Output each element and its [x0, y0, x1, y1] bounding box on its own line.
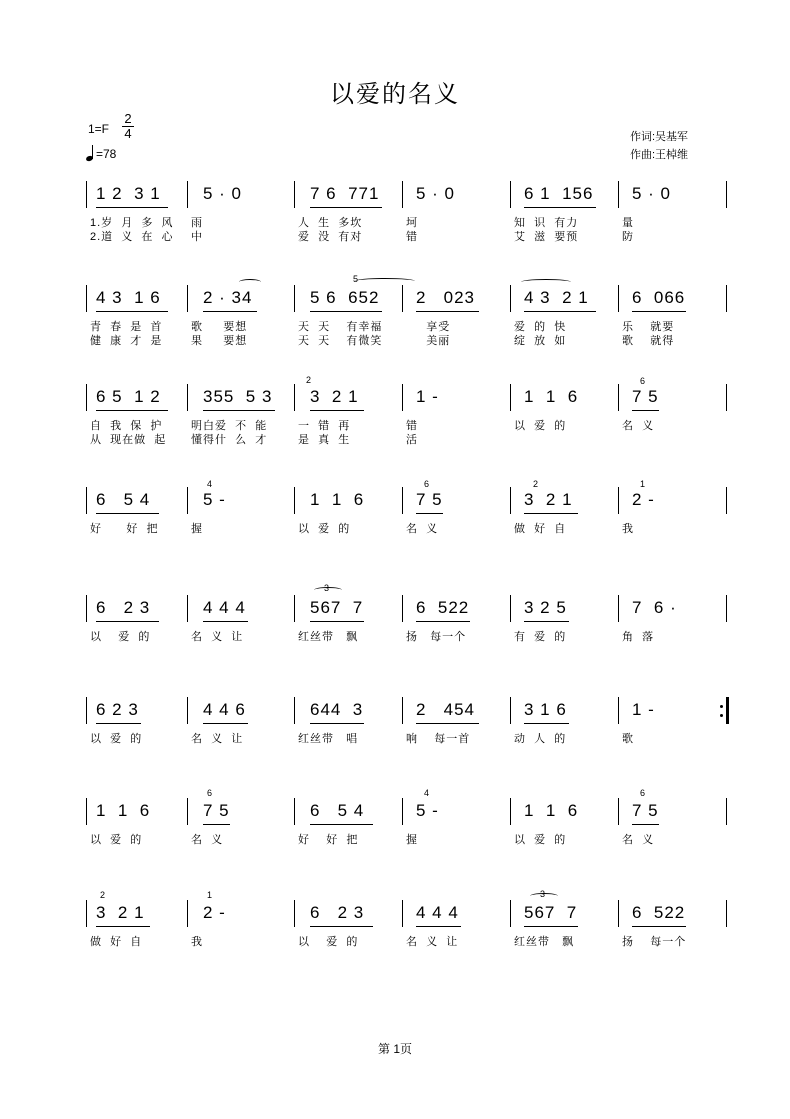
measure-notes: 6 066 — [632, 288, 686, 307]
score-row — [86, 181, 730, 251]
underline-beam — [96, 311, 168, 312]
lyric-line-1: 乐 就要 — [622, 321, 675, 333]
bar-line — [187, 900, 188, 927]
lyric-line-1: 扬 每一个 — [622, 936, 687, 948]
bar-line — [618, 900, 619, 927]
lyric-line-1: 红丝带 飘 — [298, 631, 359, 643]
bar-line — [402, 487, 403, 514]
measure-notes: 567 7 — [524, 903, 578, 922]
lyric-line-1: 自 我 保 护 — [90, 420, 163, 432]
lyric-line-1: 名 义 — [406, 523, 439, 535]
measure-notes: 6 5 4 — [96, 490, 151, 509]
underline-beam — [203, 824, 230, 825]
measure-notes: 1 2 3 1 — [96, 184, 161, 203]
bar-line — [402, 595, 403, 622]
bar-line — [187, 595, 188, 622]
composer-credit: 作曲:王棹维 — [630, 149, 689, 161]
lyric-line-2: 2.道 义 在 心 — [90, 231, 174, 243]
lyric-line-2: 中 — [191, 231, 203, 243]
bar-line — [510, 487, 511, 514]
measure-notes: 6 522 — [632, 903, 686, 922]
measure-notes: 4 3 1 6 — [96, 288, 161, 307]
score-row — [86, 285, 730, 355]
lyric-line-2: 健 康 才 是 — [90, 335, 163, 347]
measure-notes: 2 454 — [416, 700, 475, 719]
key-signature: 1=F — [88, 122, 110, 136]
bar-line — [510, 181, 511, 208]
lyric-line-1: 以 爱 的 — [298, 523, 351, 535]
bar-line — [187, 697, 188, 724]
underline-beam — [96, 513, 159, 514]
lyric-line-1: 动 人 的 — [514, 733, 567, 745]
bar-line — [510, 697, 511, 724]
lyric-line-1: 名 义 让 — [191, 733, 244, 745]
measure-notes: 7 5 — [632, 801, 659, 820]
bar-line — [187, 798, 188, 825]
underline-beam — [524, 621, 569, 622]
underline-beam — [96, 410, 168, 411]
lyric-line-1: 红丝带 唱 — [298, 733, 359, 745]
underline-beam — [310, 311, 382, 312]
grace-note: 6 — [424, 479, 430, 489]
bar-line — [86, 384, 87, 411]
measure-notes: 6 2 3 — [310, 903, 365, 922]
lyric-line-2: 防 — [622, 231, 634, 243]
lyric-line-2: 爱 没 有对 — [298, 231, 363, 243]
triplet-mark: 3 — [540, 889, 546, 899]
bar-line — [618, 798, 619, 825]
bar-line — [402, 181, 403, 208]
bar-line — [86, 798, 87, 825]
underline-beam — [310, 824, 373, 825]
measure-notes: 6 2 3 — [96, 700, 139, 719]
triplet-arc — [314, 587, 342, 593]
lyric-line-1: 雨 — [191, 217, 203, 229]
tempo-value: =78 — [96, 147, 117, 161]
grace-note: 1 — [207, 890, 213, 900]
underline-beam — [203, 410, 275, 411]
lyric-line-1: 以 爱 的 — [90, 834, 143, 846]
underline-beam — [416, 926, 461, 927]
lyric-line-2: 懂得什 么 才 — [191, 434, 268, 446]
bar-line — [726, 487, 727, 514]
bar-line — [86, 487, 87, 514]
bar-line — [187, 285, 188, 312]
score-row — [86, 900, 730, 970]
lyric-line-1: 以 爱 的 — [90, 733, 143, 745]
lyric-line-1: 一 错 再 — [298, 420, 351, 432]
measure-notes: 1 - — [416, 387, 439, 406]
lyric-line-2: 从 现在做 起 — [90, 434, 167, 446]
measure-notes: 2 · 34 — [203, 288, 253, 307]
lyric-line-1: 享受 — [406, 321, 451, 333]
underline-beam — [632, 824, 659, 825]
measure-notes: 4 4 4 — [416, 903, 459, 922]
repeat-end-bar — [726, 697, 729, 724]
measure-notes: 7 6 771 — [310, 184, 380, 203]
bar-line — [510, 595, 511, 622]
bar-line — [402, 285, 403, 312]
measure-notes: 3 2 5 — [524, 598, 567, 617]
slur-mark — [239, 279, 261, 285]
bar-line — [618, 181, 619, 208]
lyric-line-1: 明白爱 不 能 — [191, 420, 268, 432]
quarter-note-icon — [86, 145, 96, 161]
tempo-marking — [86, 145, 116, 161]
measure-notes: 5 6 652 — [310, 288, 380, 307]
lyric-line-2: 果 要想 — [191, 335, 248, 347]
underline-beam — [310, 723, 364, 724]
underline-beam — [632, 410, 659, 411]
measure-notes: 1 1 6 — [96, 801, 151, 820]
grace-note: 4 — [424, 788, 430, 798]
bar-line — [187, 487, 188, 514]
slur-mark — [355, 278, 415, 284]
underline-beam — [416, 311, 479, 312]
measure-notes: 3 2 1 — [310, 387, 359, 406]
bar-line — [618, 384, 619, 411]
repeat-dot — [720, 705, 723, 708]
bar-line — [294, 285, 295, 312]
grace-note: 2 — [533, 479, 539, 489]
lyric-line-2: 美丽 — [406, 335, 451, 347]
grace-note: 2 — [100, 890, 106, 900]
lyric-line-1: 1.岁 月 多 风 — [90, 217, 174, 229]
bar-line — [294, 697, 295, 724]
lyric-line-1: 错 — [406, 420, 418, 432]
bar-line — [86, 900, 87, 927]
underline-beam — [203, 621, 248, 622]
lyric-line-2: 歌 就得 — [622, 335, 675, 347]
lyric-line-1: 红丝带 飘 — [514, 936, 575, 948]
lyricist-credit: 作词:吴基军 — [630, 131, 689, 143]
underline-beam — [310, 410, 364, 411]
measure-notes: 1 1 6 — [524, 387, 579, 406]
lyric-line-1: 名 义 让 — [191, 631, 244, 643]
measure-notes: 5 - — [203, 490, 226, 509]
page-number: 第 1页 — [377, 1042, 412, 1056]
lyric-line-2: 错 — [406, 231, 418, 243]
bar-line — [618, 487, 619, 514]
bar-line — [726, 595, 727, 622]
bar-line — [618, 697, 619, 724]
bar-line — [726, 900, 727, 927]
measure-notes: 7 6 · — [632, 598, 677, 617]
measure-notes: 1 - — [632, 700, 655, 719]
lyric-line-1: 我 — [191, 936, 203, 948]
measure-notes: 6 522 — [416, 598, 470, 617]
time-signature — [121, 112, 135, 141]
bar-line — [510, 900, 511, 927]
lyric-line-2: 绽 放 如 — [514, 335, 567, 347]
underline-beam — [310, 926, 373, 927]
measure-notes: 1 1 6 — [524, 801, 579, 820]
measure-notes: 1 1 6 — [310, 490, 365, 509]
measure-notes: 4 4 4 — [203, 598, 246, 617]
measure-notes: 6 5 4 — [310, 801, 365, 820]
repeat-dot — [720, 714, 723, 717]
bar-line — [294, 595, 295, 622]
bar-line — [618, 285, 619, 312]
bar-line — [510, 384, 511, 411]
bar-line — [86, 181, 87, 208]
underline-beam — [203, 723, 248, 724]
lyric-line-2: 天 天 有微笑 — [298, 335, 383, 347]
underline-beam — [632, 311, 686, 312]
bar-line — [86, 697, 87, 724]
bar-line — [618, 595, 619, 622]
lyric-line-1: 爱 的 快 — [514, 321, 567, 333]
slur-mark — [521, 279, 571, 285]
triplet-arc — [530, 893, 558, 899]
measure-notes: 5 · 0 — [416, 184, 456, 203]
underline-beam — [524, 513, 578, 514]
lyric-line-1: 好 好 把 — [90, 523, 159, 535]
lyric-line-1: 以 爱 的 — [514, 834, 567, 846]
measure-notes: 567 7 — [310, 598, 364, 617]
lyric-line-1: 名 义 — [622, 834, 655, 846]
underline-beam — [524, 311, 596, 312]
lyric-line-1: 坷 — [406, 217, 418, 229]
bar-line — [402, 384, 403, 411]
measure-notes: 5 · 0 — [203, 184, 243, 203]
lyric-line-1: 名 义 让 — [406, 936, 459, 948]
score-row — [86, 487, 730, 557]
measure-notes: 6 5 1 2 — [96, 387, 161, 406]
triplet-mark: 3 — [324, 583, 330, 593]
measure-notes: 7 5 — [416, 490, 443, 509]
grace-note: 6 — [640, 788, 646, 798]
score-row — [86, 384, 730, 454]
measure-notes: 4 3 2 1 — [524, 288, 589, 307]
lyric-line-1: 角 落 — [622, 631, 655, 643]
underline-beam — [310, 207, 382, 208]
lyric-line-1: 量 — [622, 217, 634, 229]
underline-beam — [524, 723, 569, 724]
bar-line — [726, 181, 727, 208]
bar-line — [510, 285, 511, 312]
measure-notes: 2 023 — [416, 288, 475, 307]
bar-line — [510, 798, 511, 825]
measure-notes: 5 · 0 — [632, 184, 672, 203]
measure-notes: 355 5 3 — [203, 387, 273, 406]
underline-beam — [632, 926, 686, 927]
bar-line — [294, 181, 295, 208]
underline-beam — [96, 723, 141, 724]
underline-beam — [416, 513, 443, 514]
measure-notes: 7 5 — [632, 387, 659, 406]
lyric-line-2: 活 — [406, 434, 418, 446]
lyric-line-1: 名 义 — [622, 420, 655, 432]
lyric-line-1: 响 每一首 — [406, 733, 471, 745]
score-row — [86, 697, 730, 767]
lyric-line-1: 握 — [406, 834, 418, 846]
underline-beam — [524, 207, 596, 208]
lyric-line-1: 知 识 有力 — [514, 217, 579, 229]
lyric-line-1: 天 天 有幸福 — [298, 321, 383, 333]
lyric-line-1: 好 好 把 — [298, 834, 359, 846]
lyric-line-1: 以 爱 的 — [514, 420, 567, 432]
grace-note: 6 — [640, 376, 646, 386]
lyric-line-1: 有 爱 的 — [514, 631, 567, 643]
underline-beam — [416, 621, 470, 622]
bar-line — [86, 285, 87, 312]
lyric-line-1: 做 好 自 — [514, 523, 567, 535]
page-title: 以爱的名义 — [330, 81, 460, 108]
bar-line — [86, 595, 87, 622]
lyric-line-1: 以 爱 的 — [298, 936, 359, 948]
underline-beam — [96, 926, 150, 927]
score-row — [86, 798, 730, 868]
lyric-line-1: 青 春 是 首 — [90, 321, 163, 333]
lyric-line-1: 歌 要想 — [191, 321, 248, 333]
measure-notes: 5 - — [416, 801, 439, 820]
lyric-line-1: 歌 — [622, 733, 634, 745]
lyric-line-1: 名 义 — [191, 834, 224, 846]
bar-line — [726, 798, 727, 825]
bar-line — [187, 384, 188, 411]
lyric-line-1: 握 — [191, 523, 203, 535]
measure-notes: 3 1 6 — [524, 700, 567, 719]
lyric-line-1: 做 好 自 — [90, 936, 143, 948]
lyric-line-2: 是 真 生 — [298, 434, 351, 446]
measure-notes: 2 - — [632, 490, 655, 509]
underline-beam — [524, 926, 578, 927]
grace-note: 4 — [207, 479, 213, 489]
measure-notes: 7 5 — [203, 801, 230, 820]
measure-notes: 3 2 1 — [96, 903, 145, 922]
lyric-line-1: 我 — [622, 523, 634, 535]
grace-note: 6 — [207, 788, 213, 798]
lyric-line-1: 以 爱 的 — [90, 631, 151, 643]
bar-line — [726, 384, 727, 411]
bar-line — [294, 384, 295, 411]
underline-beam — [96, 207, 168, 208]
measure-notes: 4 4 6 — [203, 700, 246, 719]
bar-line — [726, 285, 727, 312]
underline-beam — [96, 621, 159, 622]
lyric-line-2: 艾 滋 要预 — [514, 231, 579, 243]
bar-line — [402, 697, 403, 724]
measure-notes: 644 3 — [310, 700, 364, 719]
bar-line — [294, 487, 295, 514]
bar-line — [187, 181, 188, 208]
measure-notes: 6 2 3 — [96, 598, 151, 617]
grace-note: 5 — [353, 274, 359, 284]
bar-line — [294, 798, 295, 825]
measure-notes: 6 1 156 — [524, 184, 594, 203]
bar-line — [402, 900, 403, 927]
score-row — [86, 595, 730, 665]
underline-beam — [203, 311, 257, 312]
lyric-line-1: 扬 每一个 — [406, 631, 467, 643]
measure-notes: 3 2 1 — [524, 490, 573, 509]
grace-note: 1 — [640, 479, 646, 489]
measure-notes: 2 - — [203, 903, 226, 922]
time-signature-top: 2 — [124, 111, 132, 126]
time-signature-bottom: 4 — [124, 126, 132, 141]
lyric-line-1: 人 生 多坎 — [298, 217, 363, 229]
bar-line — [402, 798, 403, 825]
underline-beam — [416, 723, 479, 724]
underline-beam — [310, 621, 364, 622]
grace-note: 2 — [306, 375, 312, 385]
bar-line — [294, 900, 295, 927]
